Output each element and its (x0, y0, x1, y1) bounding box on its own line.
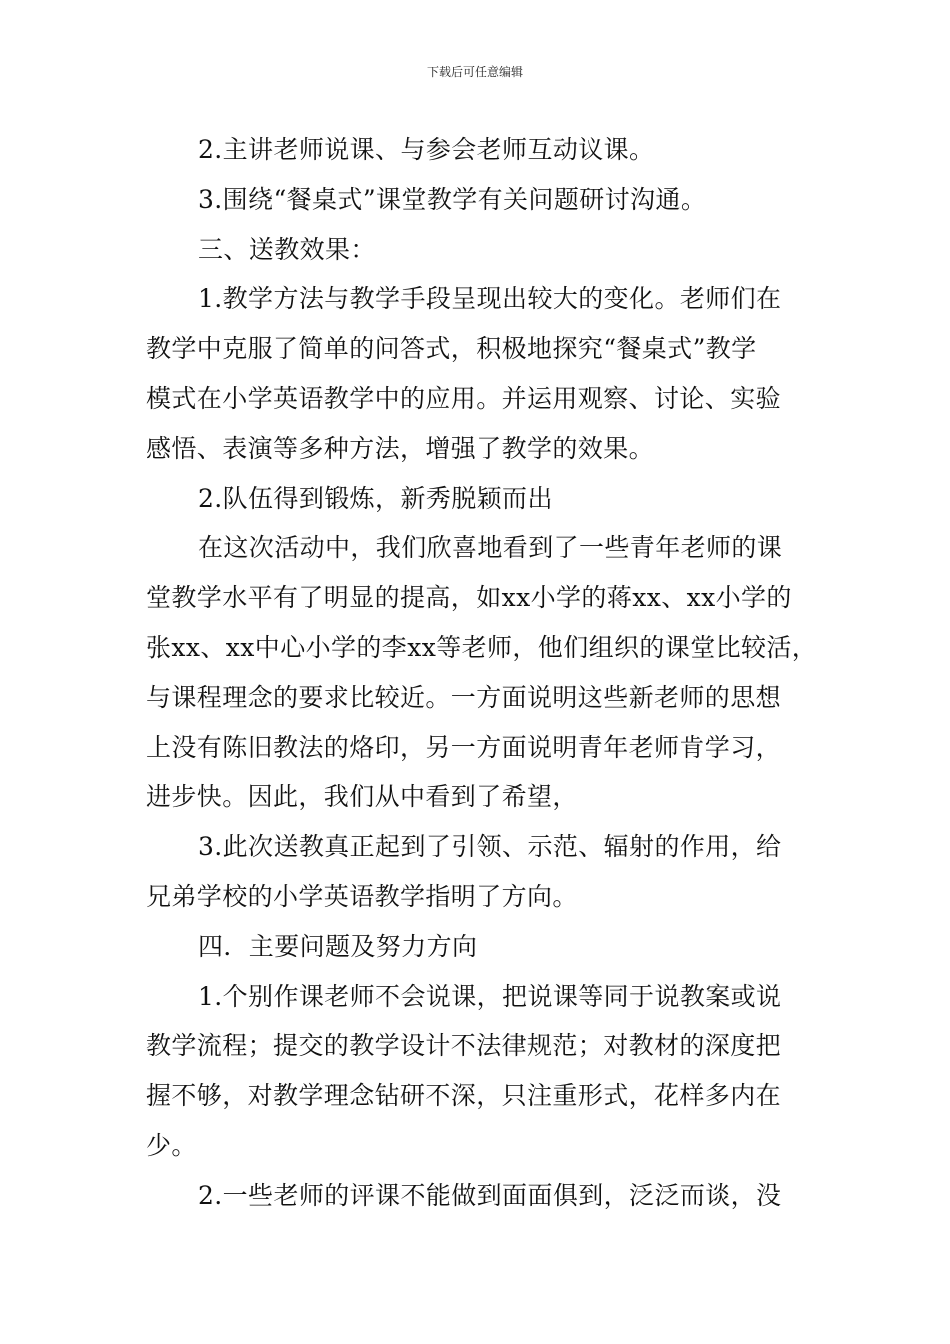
text-line: 3.围绕“餐桌式”课堂教学有关问题研讨沟通。 (198, 184, 707, 214)
document-body (146, 125, 818, 1221)
text-line: 2.主讲老师说课、与参会老师互动议课。 (198, 135, 655, 164)
text-line: 1.个别作课老师不会说课，把说课等同于说教案或说 (198, 981, 782, 1011)
text-line: 教学中克服了简单的问答式，积极地探究“餐桌式”教学 (146, 334, 757, 364)
text-line: 进步快。因此，我们从中看到了希望， (146, 782, 578, 812)
text-line: 握不够，对教学理念钻研不深，只注重形式，花样多内在 (146, 1081, 782, 1111)
section-heading: 四．主要问题及努力方向 (198, 931, 478, 961)
text-line: 模式在小学英语教学中的应用。并运用观察、讨论、实验 (146, 383, 782, 413)
text-line: 教学流程；提交的教学设计不法律规范；对教材的深度把 (146, 1031, 782, 1061)
page-header-note: 下载后可任意编辑 (426, 65, 523, 79)
text-line: 张xx、xx中心小学的李xx等老师，他们组织的课堂比较活， (146, 632, 818, 662)
section-heading: 三、送教效果： (198, 234, 376, 264)
text-line: 2.队伍得到锻炼，新秀脱颖而出 (198, 483, 553, 513)
text-line: 1.教学方法与教学手段呈现出较大的变化。老师们在 (198, 284, 782, 314)
text-line: 在这次活动中，我们欣喜地看到了一些青年老师的课 (198, 533, 783, 563)
text-line: 兄弟学校的小学英语教学指明了方向。 (146, 881, 578, 911)
text-line: 感悟、表演等多种方法，增强了教学的效果。 (146, 433, 655, 463)
text-line: 上没有陈旧教法的烙印，另一方面说明青年老师肯学习， (146, 732, 782, 762)
text-line: 3.此次送教真正起到了引领、示范、辐射的作用，给 (198, 832, 782, 862)
text-line: 堂教学水平有了明显的提高，如xx小学的蒋xx、xx小学的 (146, 583, 792, 613)
text-line: 与课程理念的要求比较近。一方面说明这些新老师的思想 (146, 682, 782, 712)
text-line: 2.一些老师的评课不能做到面面俱到，泛泛而谈，没 (198, 1180, 782, 1210)
text-line: 少。 (146, 1130, 197, 1160)
